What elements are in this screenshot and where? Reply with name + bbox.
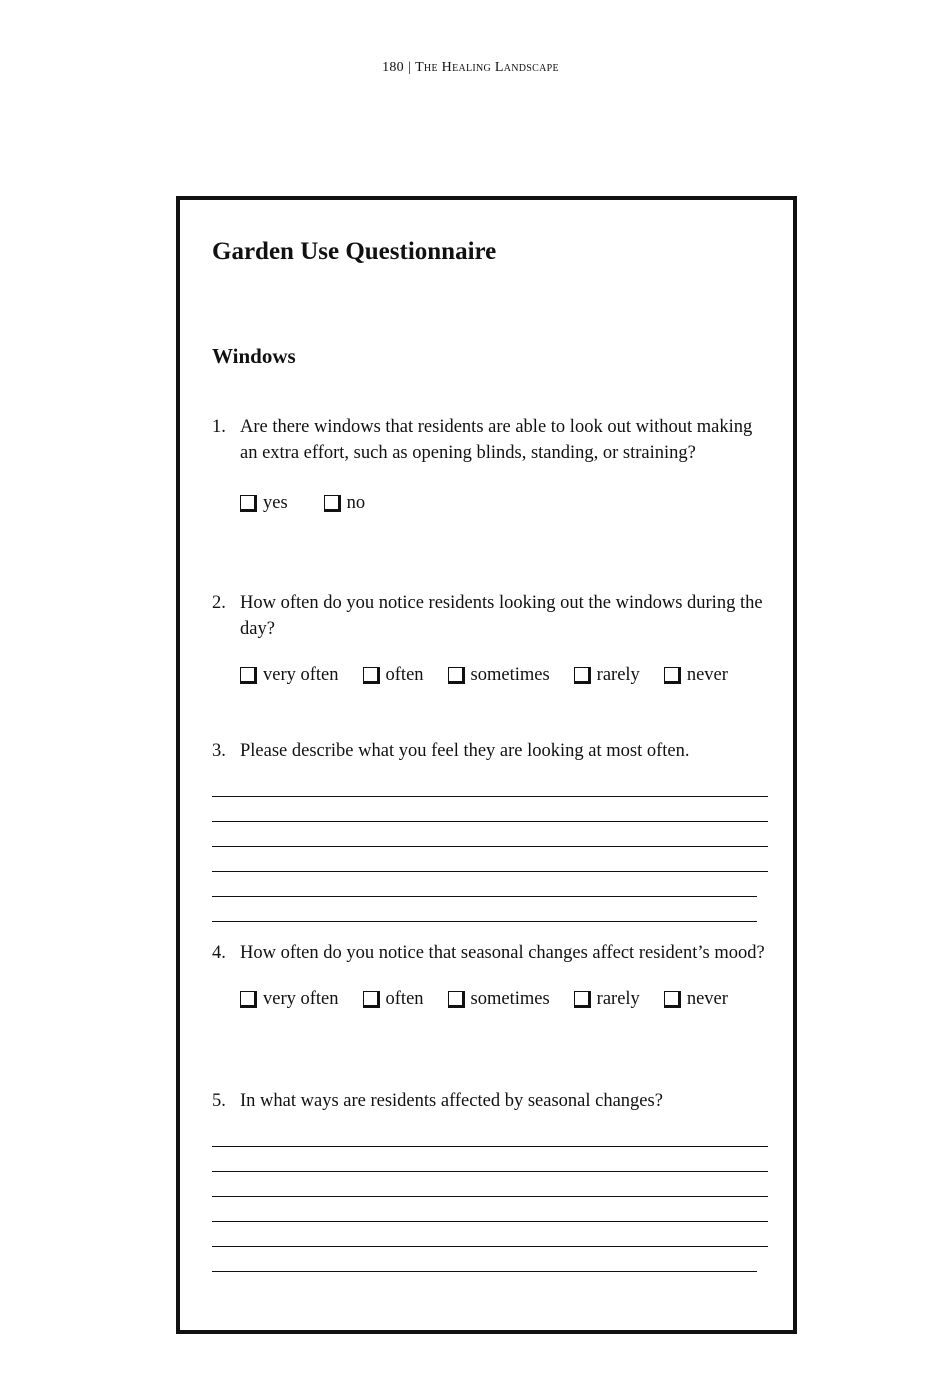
answer-line[interactable] bbox=[212, 1122, 768, 1147]
answer-options bbox=[240, 986, 772, 1012]
option-no[interactable]: no bbox=[324, 490, 366, 516]
question-number: 1. bbox=[212, 417, 226, 437]
answer-line[interactable] bbox=[212, 1222, 768, 1247]
option-never[interactable]: never bbox=[664, 662, 728, 688]
option-very-often[interactable]: very often bbox=[240, 986, 339, 1012]
form-title: Garden Use Questionnaire bbox=[212, 238, 497, 265]
question-2 bbox=[212, 590, 772, 688]
page-number: 180 bbox=[382, 60, 404, 75]
question-number: 2. bbox=[212, 593, 226, 613]
answer-line[interactable] bbox=[212, 847, 768, 872]
answer-line[interactable] bbox=[212, 897, 757, 922]
checkbox-icon[interactable] bbox=[574, 667, 591, 684]
option-often[interactable]: often bbox=[363, 986, 424, 1012]
checkbox-icon[interactable] bbox=[240, 667, 257, 684]
answer-line[interactable] bbox=[212, 1247, 757, 1272]
question-3 bbox=[212, 738, 772, 922]
answer-line[interactable] bbox=[212, 1172, 768, 1197]
answer-options bbox=[240, 662, 772, 688]
question-number: 3. bbox=[212, 741, 226, 761]
answer-line[interactable] bbox=[212, 822, 768, 847]
checkbox-icon[interactable] bbox=[574, 991, 591, 1008]
running-head-separator: | bbox=[407, 60, 412, 75]
question-number: 4. bbox=[212, 943, 226, 963]
checkbox-icon[interactable] bbox=[664, 667, 681, 684]
answer-line[interactable] bbox=[212, 772, 768, 797]
question-number: 5. bbox=[212, 1091, 226, 1111]
question-text: In what ways are residents affected by seasonal changes? bbox=[240, 1091, 663, 1111]
question-text: How often do you notice that seasonal changes affect resident’s mood? bbox=[240, 943, 765, 963]
option-sometimes[interactable]: sometimes bbox=[448, 986, 550, 1012]
checkbox-icon[interactable] bbox=[664, 991, 681, 1008]
option-very-often[interactable]: very often bbox=[240, 662, 339, 688]
book-title: The Healing Landscape bbox=[415, 60, 559, 75]
answer-lines bbox=[212, 1122, 768, 1272]
question-text: Are there windows that residents are able to look out without making an extra effort, such as opening blinds, standing, or straining? bbox=[240, 417, 753, 463]
answer-line[interactable] bbox=[212, 1197, 768, 1222]
checkbox-icon[interactable] bbox=[448, 667, 465, 684]
answer-line[interactable] bbox=[212, 1147, 768, 1172]
answer-lines bbox=[212, 772, 768, 922]
option-yes[interactable]: yes bbox=[240, 490, 288, 516]
option-often[interactable]: often bbox=[363, 662, 424, 688]
option-rarely[interactable]: rarely bbox=[574, 986, 640, 1012]
checkbox-icon[interactable] bbox=[324, 495, 341, 512]
running-head bbox=[0, 60, 941, 76]
question-text: How often do you notice residents looking out the windows during the day? bbox=[240, 593, 763, 639]
answer-line[interactable] bbox=[212, 797, 768, 822]
option-sometimes[interactable]: sometimes bbox=[448, 662, 550, 688]
question-text: Please describe what you feel they are looking at most often. bbox=[240, 741, 690, 761]
question-4 bbox=[212, 940, 772, 1012]
section-title-windows: Windows bbox=[212, 344, 296, 368]
checkbox-icon[interactable] bbox=[240, 495, 257, 512]
option-never[interactable]: never bbox=[664, 986, 728, 1012]
answer-line[interactable] bbox=[212, 872, 757, 897]
answer-options bbox=[240, 490, 772, 516]
checkbox-icon[interactable] bbox=[240, 991, 257, 1008]
questionnaire-frame bbox=[176, 196, 797, 1334]
option-rarely[interactable]: rarely bbox=[574, 662, 640, 688]
question-1 bbox=[212, 414, 772, 516]
checkbox-icon[interactable] bbox=[448, 991, 465, 1008]
checkbox-icon[interactable] bbox=[363, 991, 380, 1008]
checkbox-icon[interactable] bbox=[363, 667, 380, 684]
question-5 bbox=[212, 1088, 772, 1272]
